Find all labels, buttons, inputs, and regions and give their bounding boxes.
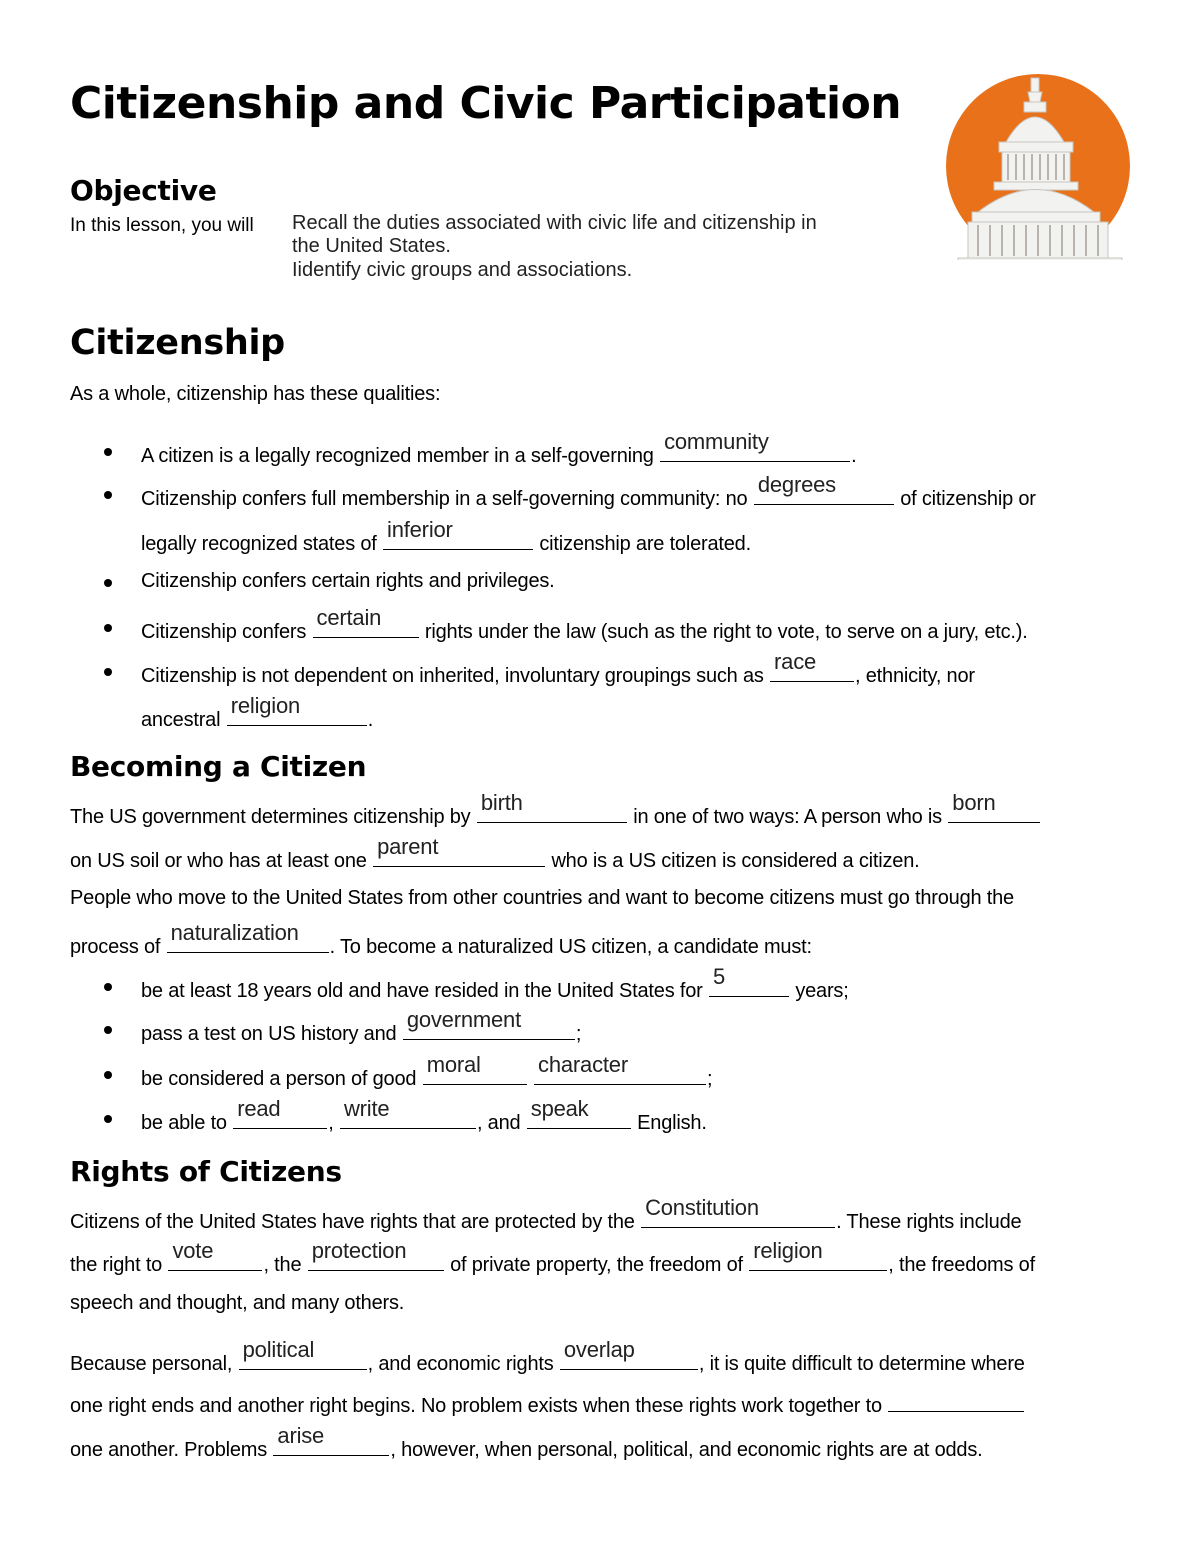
- answer-moral: moral: [426, 1052, 481, 1077]
- answer-protection: protection: [311, 1238, 407, 1263]
- bullet-dot: [104, 1026, 112, 1034]
- answer-inferior: inferior: [387, 517, 453, 542]
- citizenship-bullet-5: Citizenship is not dependent on inherited, involuntary groupings such as race , ethnicity, nor: [141, 649, 975, 687]
- becoming-heading: Becoming a Citizen: [70, 750, 367, 783]
- bullet-dot: [104, 579, 112, 587]
- citizenship-bullet-1: A citizen is a legally recognized member in a self-governing community .: [141, 429, 857, 467]
- rights-para-1-line-3: speech and thought, and many others.: [70, 1292, 405, 1314]
- bullet-dot: [104, 1071, 112, 1079]
- answer-born: born: [952, 790, 996, 815]
- citizenship-bullet-2-line-2: legally recognized states of inferior citizenship are tolerated.: [141, 517, 751, 555]
- rights-para-2-line-3: one another. Problems arise , however, when personal, political, and economic rights are at odds.: [70, 1423, 983, 1461]
- rights-para-2-line-2: one right ends and another right begins. No problem exists when these rights work together to: [70, 1389, 1025, 1418]
- citizenship-intro: As a whole, citizenship has these qualities:: [70, 383, 441, 405]
- capitol-dome-icon: [944, 72, 1132, 260]
- requirement-english: be able to read , write , and speak English.: [141, 1096, 707, 1134]
- answer-read: read: [237, 1096, 281, 1121]
- answer-race: race: [774, 649, 817, 674]
- answer-write: write: [343, 1096, 390, 1121]
- bullet-dot: [104, 491, 112, 499]
- answer-religion-freedom: religion: [753, 1238, 823, 1263]
- objective-lead: In this lesson, you will: [70, 215, 254, 236]
- answer-political: political: [242, 1337, 315, 1362]
- objective-line-2: the United States.: [292, 235, 451, 257]
- requirement-test: pass a test on US history and government ;: [141, 1007, 582, 1045]
- citizenship-bullet-2: Citizenship confers full membership in a self-governing community: no degrees of citizenship or: [141, 472, 1036, 510]
- citizenship-heading: Citizenship: [70, 323, 285, 363]
- answer-community: community: [664, 429, 769, 454]
- objective-line-3: Iidentify civic groups and associations.: [292, 259, 633, 281]
- answer-arise: arise: [277, 1423, 325, 1448]
- citizenship-bullet-5-line-2: ancestral religion .: [141, 693, 374, 731]
- answer-overlap: overlap: [563, 1337, 635, 1362]
- page-title: Citizenship and Civic Participation: [70, 78, 902, 129]
- becoming-para-2: People who move to the United States from other countries and want to become citizens must go through the: [70, 887, 1014, 909]
- answer-naturalization: naturalization: [170, 920, 299, 945]
- bullet-dot: [104, 624, 112, 632]
- objective-line-1: Recall the duties associated with civic life and citizenship in: [292, 212, 817, 234]
- answer-government: government: [406, 1007, 521, 1032]
- citizenship-bullet-4: Citizenship confers certain rights under the law (such as the right to vote, to serve on a jury, etc.).: [141, 605, 1028, 643]
- answer-parent: parent: [377, 834, 439, 859]
- requirement-residence: be at least 18 years old and have resided in the United States for 5 years;: [141, 964, 849, 1002]
- answer-speak: speak: [530, 1096, 589, 1121]
- objective-heading: Objective: [70, 174, 217, 207]
- bullet-dot: [104, 1115, 112, 1123]
- requirement-character: be considered a person of good moral character ;: [141, 1052, 713, 1090]
- becoming-para-1-line-2: on US soil or who has at least one parent who is a US citizen is considered a citizen.: [70, 834, 920, 872]
- rights-heading: Rights of Citizens: [70, 1155, 342, 1188]
- rights-para-1-line-2: the right to vote , the protection of private property, the freedom of religion , the freedoms of: [70, 1238, 1035, 1276]
- answer-certain: certain: [316, 605, 382, 630]
- citizenship-bullet-3: Citizenship confers certain rights and privileges.: [141, 570, 555, 592]
- answer-character: character: [538, 1052, 628, 1077]
- bullet-dot: [104, 983, 112, 991]
- answer-religion: religion: [230, 693, 301, 718]
- answer-degrees: degrees: [757, 472, 836, 497]
- rights-para-1: Citizens of the United States have rights that are protected by the Constitution . These rights include: [70, 1195, 1022, 1233]
- becoming-para-2-line-2: process of naturalization . To become a naturalized US citizen, a candidate must:: [70, 920, 812, 958]
- answer-birth: birth: [480, 790, 523, 815]
- answer-years: 5: [712, 964, 726, 989]
- bullet-dot: [104, 448, 112, 456]
- becoming-para-1: The US government determines citizenship by birth in one of two ways: A person who is born: [70, 800, 1041, 829]
- rights-para-2: Because personal, political , and economic rights overlap , it is quite difficult to determine where: [70, 1337, 1025, 1375]
- answer-constitution: Constitution: [645, 1195, 759, 1220]
- bullet-dot: [104, 668, 112, 676]
- answer-vote: vote: [172, 1238, 214, 1263]
